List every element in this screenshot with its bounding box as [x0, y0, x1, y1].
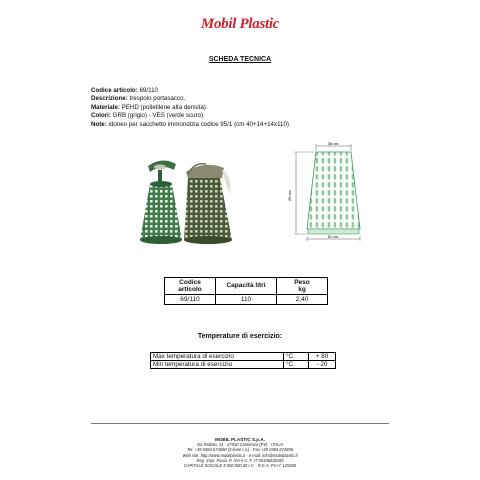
dim-bottom-label: 51 cm. — [327, 235, 340, 239]
table-row — [151, 353, 336, 361]
temp-max-unit: °C — [284, 353, 309, 361]
footer-address: Via Robbio, 31 - 27030 Confienza (PV) - ITALIA — [196, 442, 284, 448]
technical-drawing — [284, 141, 372, 245]
footer-capital: CAPITALE SOCIALE € 500.000,00 I.V. - R.E.A. PV n° 125650 — [183, 463, 297, 469]
page-title: SCHEDA TECNICA — [208, 56, 272, 63]
company-logo: Mobil Plastic — [200, 16, 280, 32]
footer — [0, 437, 480, 468]
temp-min-label: Min temperatura di esercizio — [151, 361, 284, 369]
product-table — [164, 277, 328, 305]
header-weight: Peso kg — [277, 278, 328, 295]
footer-company: MOBIL PLASTIC S.p.A. — [215, 437, 265, 442]
temp-min-unit: °C — [284, 361, 309, 369]
product-photo — [134, 154, 240, 246]
header-capacity: Capacità litri — [216, 278, 277, 295]
temp-max-label: Max temperatura di esercizio — [151, 353, 284, 361]
table-row — [151, 361, 336, 369]
spec-description: Descrizione: trespolo portasacco. — [91, 95, 186, 103]
dim-height-label: 85 cm. — [288, 189, 292, 201]
temperature-title: Temperature di esercizio: — [197, 333, 283, 340]
temp-max-value: + 80 — [309, 353, 336, 361]
cell-capacity: 110 — [216, 295, 277, 305]
cell-weight: 2,40 — [277, 295, 328, 305]
temp-min-value: - 20 — [309, 361, 336, 369]
temperature-table — [150, 352, 336, 369]
spec-material: Materiale: PEHD (polietilene alta densità). — [91, 103, 208, 111]
spec-code: Codice articolo: 69/110 — [91, 87, 158, 94]
spec-notes: Note: idoneo per sacchetto immondizia codice 95/1 (cm 40+14+14x110) — [91, 120, 289, 128]
footer-web: Web site: http://www.mobilplastic.it - e-mail: info@mobilplastic.it — [182, 452, 298, 458]
footer-divider — [91, 423, 389, 424]
footer-registration: Reg. Impr. Pavia, P. IVA e C. F. IT 00196030185 — [196, 457, 284, 463]
spec-list — [91, 87, 289, 129]
dim-top-label: 38 cm. — [327, 142, 340, 146]
cell-code: 69/110 — [165, 295, 216, 305]
table-row — [165, 295, 328, 305]
spec-colors: Colori: GRB (grigio) - VES (verde scuro). — [91, 112, 205, 120]
footer-phone: Tel. +39 0384 674690 (3 linee r.a.) - Fax +39 0384 674696 — [187, 447, 293, 453]
header-code: Codice articolo — [165, 278, 216, 295]
